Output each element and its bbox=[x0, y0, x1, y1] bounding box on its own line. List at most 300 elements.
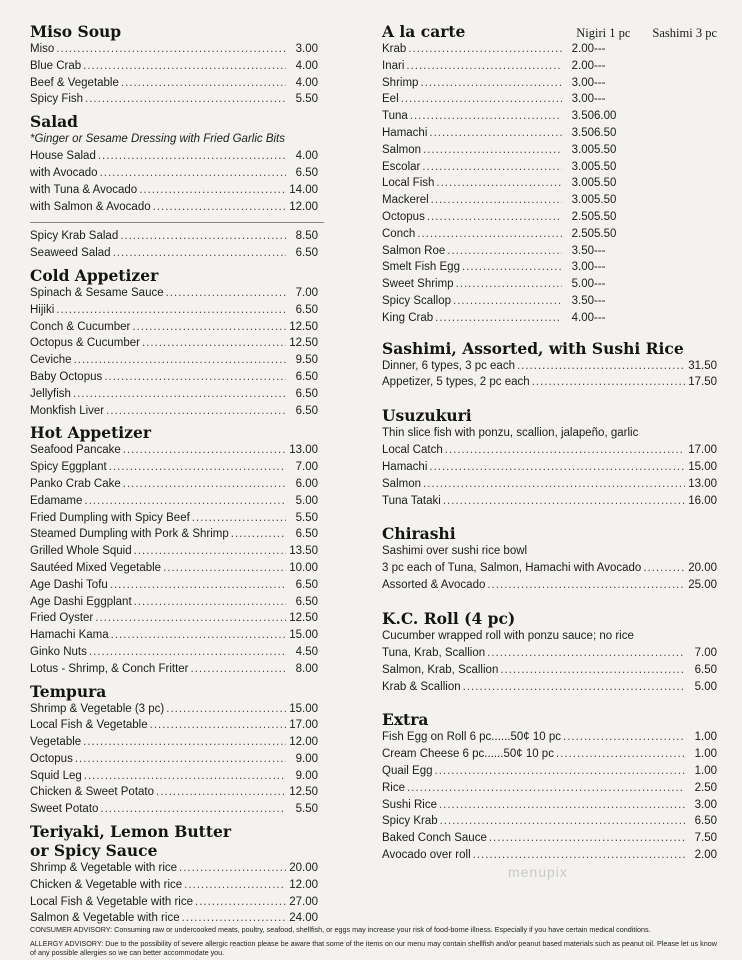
a-la-carte-row bbox=[382, 259, 717, 276]
section-usuzukuri bbox=[382, 406, 717, 509]
item-price: 1.00 bbox=[694, 731, 717, 744]
item-name: Quail Egg bbox=[382, 764, 433, 777]
menu-item bbox=[382, 645, 717, 662]
dot-leader bbox=[75, 751, 286, 768]
menu-item bbox=[382, 159, 594, 176]
menu-item bbox=[30, 493, 318, 510]
dot-leader bbox=[83, 58, 286, 75]
dot-leader bbox=[410, 108, 562, 125]
menu-item bbox=[30, 526, 318, 543]
menu-list bbox=[382, 729, 717, 863]
nigiri-column-header: Nigiri 1 pc bbox=[576, 26, 631, 40]
item-price: 9.00 bbox=[295, 769, 318, 782]
section-title: Tempura bbox=[30, 681, 107, 701]
dot-leader bbox=[431, 192, 562, 209]
menu-item bbox=[30, 894, 318, 911]
menu-list bbox=[382, 41, 717, 327]
sashimi-price: 5.50 bbox=[594, 143, 617, 156]
item-name: Smelt Fish Egg bbox=[382, 261, 460, 274]
sashimi-price: 5.50 bbox=[594, 194, 617, 207]
menu-item bbox=[382, 729, 717, 746]
item-name: Conch & Cucumber bbox=[30, 320, 131, 333]
item-name: Salmon bbox=[382, 143, 421, 156]
a-la-carte-row bbox=[382, 159, 717, 176]
nigiri-price: 2.00 bbox=[571, 59, 594, 72]
a-la-carte-row bbox=[382, 310, 717, 327]
menu-item bbox=[30, 75, 318, 92]
item-name: Assorted & Avocado bbox=[382, 579, 486, 592]
menu-item bbox=[30, 476, 318, 493]
menu-item bbox=[382, 310, 594, 327]
nigiri-price: 5.00 bbox=[571, 278, 594, 291]
item-name: Baked Conch Sauce bbox=[382, 832, 487, 845]
menu-list bbox=[382, 560, 717, 594]
menu-item bbox=[382, 358, 717, 375]
a-la-carte-row bbox=[382, 91, 717, 108]
menu-item bbox=[382, 209, 594, 226]
dot-leader bbox=[643, 560, 685, 577]
item-price: 13.00 bbox=[688, 477, 717, 490]
nigiri-price: 3.00 bbox=[571, 177, 594, 190]
nigiri-price: 2.50 bbox=[571, 227, 594, 240]
section-title: A la carte bbox=[382, 22, 466, 41]
item-price: 7.50 bbox=[694, 832, 717, 845]
menu-item bbox=[382, 243, 594, 260]
divider bbox=[30, 222, 324, 223]
nigiri-price: 3.50 bbox=[571, 294, 594, 307]
dot-leader bbox=[106, 403, 286, 420]
menu-item bbox=[30, 717, 318, 734]
item-name: Octopus & Cucumber bbox=[30, 337, 140, 350]
sashimi-price: 5.50 bbox=[594, 160, 617, 173]
item-price: 24.00 bbox=[289, 912, 318, 925]
item-price: 20.00 bbox=[688, 562, 717, 575]
item-name: Eel bbox=[382, 93, 399, 106]
menu-item bbox=[30, 594, 318, 611]
item-name: Hamachi Kama bbox=[30, 629, 109, 642]
menu-list bbox=[30, 41, 318, 108]
item-price: 9.50 bbox=[295, 354, 318, 367]
item-name: Spicy Krab bbox=[382, 815, 438, 828]
menu-item bbox=[30, 877, 318, 894]
dot-leader bbox=[473, 847, 685, 864]
nigiri-price: 3.00 bbox=[571, 143, 594, 156]
menu-item bbox=[30, 734, 318, 751]
menu-list bbox=[30, 860, 318, 927]
item-name: Escolar bbox=[382, 160, 421, 173]
item-name: Jellyfish bbox=[30, 387, 71, 400]
dot-leader bbox=[445, 442, 685, 459]
item-price: 5.00 bbox=[295, 494, 318, 507]
section-hot-appetizer bbox=[30, 423, 318, 677]
item-price: 2.00 bbox=[694, 848, 717, 861]
menu-item bbox=[30, 701, 318, 718]
item-name: Age Dashi Eggplant bbox=[30, 595, 132, 608]
nigiri-price: 2.50 bbox=[571, 210, 594, 223]
item-name: Shrimp & Vegetable with rice bbox=[30, 862, 178, 875]
left-column bbox=[30, 22, 318, 927]
dot-leader bbox=[453, 293, 562, 310]
item-price: 7.00 bbox=[295, 461, 318, 474]
menu-item bbox=[382, 493, 717, 510]
sashimi-price: --- bbox=[594, 294, 606, 307]
item-name: Chicken & Sweet Potato bbox=[30, 786, 155, 799]
item-name: Appetizer, 5 types, 2 pc each bbox=[382, 376, 530, 389]
menu-item bbox=[382, 813, 717, 830]
dot-leader bbox=[436, 175, 562, 192]
item-name: Rice bbox=[382, 781, 406, 794]
item-price: 6.50 bbox=[295, 247, 318, 260]
dot-leader bbox=[195, 894, 286, 911]
a-la-carte-row bbox=[382, 125, 717, 142]
item-name: Sweet Potato bbox=[30, 803, 99, 816]
dot-leader bbox=[517, 358, 685, 375]
item-name: Shrimp bbox=[382, 76, 419, 89]
dot-leader bbox=[463, 679, 685, 696]
nigiri-price: 3.50 bbox=[571, 126, 594, 139]
section-note: *Ginger or Sesame Dressing with Fried Garlic Bits bbox=[30, 133, 285, 146]
dot-leader bbox=[139, 182, 286, 199]
sashimi-price: --- bbox=[594, 261, 606, 274]
sashimi-price: 5.50 bbox=[594, 227, 617, 240]
item-name: Seaweed Salad bbox=[30, 247, 111, 260]
item-name: Tuna, Krab, Scallion bbox=[382, 646, 486, 659]
item-name: 3 pc each of Tuna, Salmon, Hamachi with Avocado bbox=[382, 562, 642, 575]
section-note: Sashimi over sushi rice bowl bbox=[382, 545, 528, 558]
section-note: Thin slice fish with ponzu, scallion, jalapeño, garlic bbox=[382, 427, 639, 440]
item-name: Inari bbox=[382, 59, 405, 72]
dot-leader bbox=[100, 165, 286, 182]
sashimi-price: 5.50 bbox=[594, 210, 617, 223]
item-name: Krab bbox=[382, 43, 407, 55]
dot-leader bbox=[489, 830, 685, 847]
item-price: 13.00 bbox=[289, 444, 318, 457]
menu-item bbox=[30, 610, 318, 627]
item-name: Local Fish & Vegetable bbox=[30, 719, 148, 732]
menu-item bbox=[382, 847, 717, 864]
item-name: Hamachi bbox=[382, 460, 428, 473]
item-name: Spinach & Sesame Sauce bbox=[30, 286, 164, 299]
watermark: menupix bbox=[508, 864, 568, 880]
dot-leader bbox=[89, 644, 286, 661]
nigiri-price: 2.00 bbox=[571, 43, 594, 55]
section-title: Sashimi, Assorted, with Sushi Rice bbox=[382, 338, 684, 358]
menu-item bbox=[30, 319, 318, 336]
menu-item bbox=[382, 259, 594, 276]
dot-leader bbox=[166, 701, 286, 718]
item-price: 15.00 bbox=[289, 629, 318, 642]
section-miso-soup bbox=[30, 22, 318, 108]
dot-leader bbox=[439, 797, 685, 814]
menu-item bbox=[30, 644, 318, 661]
sashimi-price: --- bbox=[594, 278, 606, 291]
menu-list bbox=[382, 645, 717, 695]
sashimi-price: 6.00 bbox=[594, 110, 617, 123]
menu-item bbox=[30, 245, 318, 262]
item-price: 12.50 bbox=[289, 320, 318, 333]
allergy-advisory: ALLERGY ADVISORY: Due to the possibility of severe allergic reaction please be aware that some of the items on our menu may contain shellfish and/or peanut based materials such as peanut oil. Please let us know of any possible allergies so we can better accommodate you. bbox=[30, 939, 717, 957]
item-price: 6.50 bbox=[295, 595, 318, 608]
item-price: 1.00 bbox=[694, 748, 717, 761]
item-price: 17.00 bbox=[688, 444, 717, 457]
dot-leader bbox=[163, 560, 286, 577]
dot-leader bbox=[109, 459, 286, 476]
menu-item bbox=[382, 75, 594, 92]
dot-leader bbox=[179, 860, 286, 877]
item-name: Salmon Roe bbox=[382, 244, 446, 257]
item-name: Seafood Pancake bbox=[30, 444, 121, 457]
menu-item bbox=[30, 661, 318, 678]
section-title: Cold Appetizer bbox=[30, 265, 159, 285]
item-price: 6.50 bbox=[295, 404, 318, 417]
item-name: Avocado over roll bbox=[382, 848, 471, 861]
dot-leader bbox=[487, 645, 685, 662]
menu-item bbox=[382, 91, 594, 108]
item-price: 31.50 bbox=[688, 359, 717, 372]
dot-leader bbox=[113, 245, 286, 262]
dot-leader bbox=[132, 319, 286, 336]
dot-leader bbox=[83, 734, 286, 751]
section-tempura bbox=[30, 682, 318, 819]
dot-leader bbox=[532, 374, 685, 391]
menu-item bbox=[382, 125, 594, 142]
menu-item bbox=[30, 560, 318, 577]
item-name: Octopus bbox=[30, 752, 73, 765]
dot-leader bbox=[427, 209, 562, 226]
dot-leader bbox=[153, 199, 286, 216]
menu-item bbox=[382, 58, 594, 75]
nigiri-price: 3.50 bbox=[571, 110, 594, 123]
sashimi-price: --- bbox=[594, 93, 606, 106]
item-name: Sushi Rice bbox=[382, 798, 437, 811]
menu-item bbox=[30, 386, 318, 403]
section-note: Cucumber wrapped roll with ponzu sauce; no rice bbox=[382, 629, 634, 642]
item-name: Salmon bbox=[382, 477, 421, 490]
item-name: Sweet Shrimp bbox=[382, 278, 454, 291]
dot-leader bbox=[500, 662, 685, 679]
menu-item bbox=[30, 182, 318, 199]
item-name: Hijiki bbox=[30, 303, 55, 316]
nigiri-price: 3.00 bbox=[571, 93, 594, 106]
dot-leader bbox=[156, 784, 286, 801]
dot-leader bbox=[73, 386, 286, 403]
menu-item bbox=[30, 784, 318, 801]
item-price: 3.00 bbox=[694, 798, 717, 811]
dot-leader bbox=[401, 91, 562, 108]
item-name: Panko Crab Cake bbox=[30, 477, 121, 490]
a-la-carte-row bbox=[382, 58, 717, 75]
dot-leader bbox=[406, 58, 562, 75]
menu-item bbox=[382, 276, 594, 293]
a-la-carte-header bbox=[382, 22, 717, 41]
section-title: Extra bbox=[382, 710, 429, 730]
menu-item bbox=[30, 459, 318, 476]
item-name: Fried Oyster bbox=[30, 612, 94, 625]
item-name: Baby Octopus bbox=[30, 370, 103, 383]
item-name: Local Fish & Vegetable with rice bbox=[30, 895, 194, 908]
menu-item bbox=[30, 91, 318, 108]
item-price: 8.50 bbox=[295, 230, 318, 243]
a-la-carte-row bbox=[382, 75, 717, 92]
item-price: 7.00 bbox=[694, 646, 717, 659]
item-name: with Avocado bbox=[30, 166, 98, 179]
dot-leader bbox=[563, 729, 685, 746]
item-price: 15.00 bbox=[289, 702, 318, 715]
menu-item bbox=[382, 175, 594, 192]
item-name: Tuna bbox=[382, 110, 408, 123]
a-la-carte-row bbox=[382, 226, 717, 243]
item-name: with Tuna & Avocado bbox=[30, 183, 138, 196]
item-name: House Salad bbox=[30, 150, 96, 163]
dot-leader bbox=[56, 302, 286, 319]
menu-item bbox=[382, 459, 717, 476]
section-title: K.C. Roll (4 pc) bbox=[382, 608, 516, 628]
section-title: Salad bbox=[30, 112, 79, 132]
item-name: Miso bbox=[30, 43, 55, 55]
section-title-line2: or Spicy Sauce bbox=[30, 841, 158, 861]
item-name: Ceviche bbox=[30, 354, 72, 367]
a-la-carte-row bbox=[382, 192, 717, 209]
dot-leader bbox=[123, 476, 286, 493]
item-price: 5.50 bbox=[295, 93, 318, 106]
item-price: 6.50 bbox=[295, 303, 318, 316]
right-column bbox=[382, 22, 717, 864]
section-title: Hot Appetizer bbox=[30, 423, 151, 443]
section-salad bbox=[30, 112, 318, 262]
section-a-la-carte bbox=[382, 22, 717, 327]
nigiri-price: 3.00 bbox=[571, 160, 594, 173]
menu-list bbox=[30, 701, 318, 819]
dot-leader bbox=[462, 259, 562, 276]
item-name: Spicy Eggplant bbox=[30, 461, 107, 474]
menu-item bbox=[30, 510, 318, 527]
item-price: 4.50 bbox=[295, 645, 318, 658]
dot-leader bbox=[420, 75, 562, 92]
menu-item bbox=[30, 352, 318, 369]
menu-item bbox=[382, 226, 594, 243]
menu-item bbox=[30, 442, 318, 459]
menu-item bbox=[30, 335, 318, 352]
sashimi-column-header: Sashimi 3 pc bbox=[652, 26, 717, 40]
sashimi-price: 5.50 bbox=[594, 177, 617, 190]
item-name: Beef & Vegetable bbox=[30, 76, 119, 89]
dot-leader bbox=[95, 610, 286, 627]
dot-leader bbox=[435, 763, 685, 780]
section-kc-roll bbox=[382, 609, 717, 695]
item-price: 12.50 bbox=[289, 786, 318, 799]
menu-item bbox=[382, 662, 717, 679]
dot-leader bbox=[443, 493, 685, 510]
consumer-advisory: CONSUMER ADVISORY: Consuming raw or undercooked meats, poultry, seafood, shellfish, or eggs may increase your risk of food-borne illness. Especially if you have certain medical conditions. bbox=[30, 925, 651, 934]
a-la-carte-row bbox=[382, 293, 717, 310]
item-name: Dinner, 6 types, 3 pc each bbox=[382, 359, 515, 372]
a-la-carte-row bbox=[382, 209, 717, 226]
dot-leader bbox=[423, 142, 562, 159]
item-name: with Salmon & Avocado bbox=[30, 200, 151, 213]
menu-item bbox=[30, 768, 318, 785]
dot-leader bbox=[166, 285, 286, 302]
dot-leader bbox=[423, 476, 685, 493]
item-name: Hamachi bbox=[382, 126, 428, 139]
item-price: 6.50 bbox=[295, 578, 318, 591]
item-price: 14.00 bbox=[289, 183, 318, 196]
dot-leader bbox=[429, 125, 562, 142]
dot-leader bbox=[142, 335, 286, 352]
item-name: Krab & Scallion bbox=[382, 680, 461, 693]
menu-item bbox=[382, 679, 717, 696]
menu-item bbox=[30, 627, 318, 644]
item-price: 25.00 bbox=[688, 579, 717, 592]
item-name: Conch bbox=[382, 227, 416, 240]
item-price: 4.00 bbox=[295, 150, 318, 163]
item-name: Shrimp & Vegetable (3 pc) bbox=[30, 702, 165, 715]
menu-item bbox=[30, 403, 318, 420]
dot-leader bbox=[150, 717, 286, 734]
item-price: 5.00 bbox=[694, 680, 717, 693]
item-name: King Crab bbox=[382, 311, 434, 324]
item-price: 27.00 bbox=[289, 895, 318, 908]
nigiri-price: 3.00 bbox=[571, 194, 594, 207]
item-price: 16.00 bbox=[688, 494, 717, 507]
item-price: 12.00 bbox=[289, 200, 318, 213]
dot-leader bbox=[84, 493, 286, 510]
dot-leader bbox=[134, 594, 286, 611]
item-price: 5.50 bbox=[295, 511, 318, 524]
menu-item bbox=[30, 801, 318, 818]
dot-leader bbox=[184, 877, 286, 894]
dot-leader bbox=[487, 577, 685, 594]
menu-item bbox=[382, 442, 717, 459]
item-name: Local Catch bbox=[382, 444, 443, 457]
item-name: Lotus - Shrimp, & Conch Fritter bbox=[30, 662, 189, 675]
item-price: 2.50 bbox=[694, 781, 717, 794]
menu-item bbox=[30, 165, 318, 182]
dot-leader bbox=[408, 41, 562, 58]
menu-list bbox=[30, 285, 318, 419]
dot-leader bbox=[231, 526, 286, 543]
sashimi-price: --- bbox=[594, 59, 606, 72]
dot-leader bbox=[56, 41, 286, 58]
item-price: 9.00 bbox=[295, 752, 318, 765]
menu-item bbox=[382, 108, 594, 125]
item-price: 17.50 bbox=[688, 376, 717, 389]
dot-leader bbox=[123, 442, 286, 459]
item-price: 8.00 bbox=[295, 662, 318, 675]
menu-list bbox=[30, 228, 318, 262]
sashimi-price: --- bbox=[594, 43, 606, 55]
dot-leader bbox=[120, 228, 286, 245]
item-price: 12.50 bbox=[289, 337, 318, 350]
sashimi-price: --- bbox=[594, 76, 606, 89]
item-price: 12.00 bbox=[289, 878, 318, 891]
item-name: Blue Crab bbox=[30, 59, 82, 72]
item-name: Spicy Fish bbox=[30, 93, 84, 106]
a-la-carte-row bbox=[382, 41, 717, 58]
menu-item bbox=[30, 543, 318, 560]
menu-item bbox=[382, 192, 594, 209]
menu-item bbox=[382, 560, 717, 577]
nigiri-price: 3.50 bbox=[571, 244, 594, 257]
dot-leader bbox=[435, 310, 562, 327]
sashimi-price: 6.50 bbox=[594, 126, 617, 139]
item-price: 3.00 bbox=[295, 43, 318, 55]
dot-leader bbox=[84, 768, 286, 785]
item-name: Salmon, Krab, Scallion bbox=[382, 663, 499, 676]
item-name: Octopus bbox=[382, 210, 425, 223]
dot-leader bbox=[111, 627, 286, 644]
a-la-carte-row bbox=[382, 276, 717, 293]
section-sashimi-assorted bbox=[382, 339, 717, 392]
